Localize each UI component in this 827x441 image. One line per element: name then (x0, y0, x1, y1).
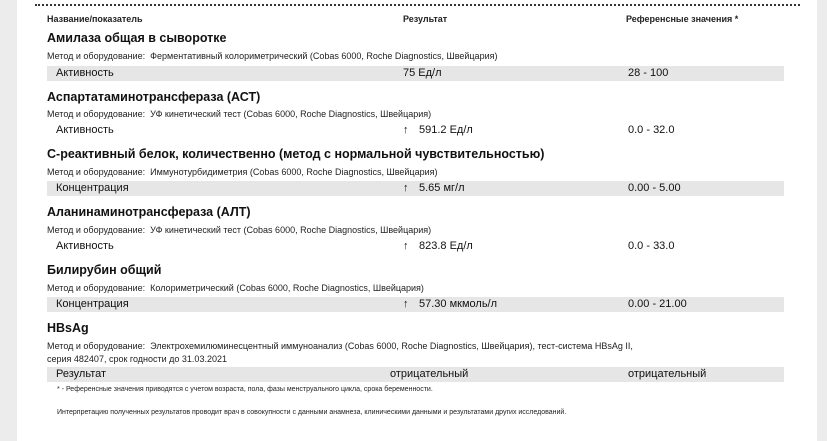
reference-range: 0.0 - 32.0 (628, 124, 675, 136)
arrow-up-icon: ↑ (403, 240, 409, 252)
column-header-result: Результат (403, 14, 448, 24)
result-label: Концентрация (56, 298, 129, 310)
reference-range: отрицательный (628, 368, 707, 380)
test-method-amylase: Метод и оборудование: Ферментативный колориметрический (Cobas 6000, Roche Diagnostics, Швейцария) (47, 51, 498, 61)
result-row-amylase (47, 66, 784, 81)
column-header-name: Название/показатель (47, 14, 143, 24)
result-row-hbsag (47, 367, 784, 382)
reference-range: 0.0 - 33.0 (628, 240, 675, 252)
test-method-hbsag-line2: серия 482407, срок годности до 31.03.2021 (47, 354, 227, 364)
result-label: Результат (56, 368, 107, 380)
report-page (17, 0, 817, 441)
result-label: Активность (56, 240, 114, 252)
result-label: Активность (56, 67, 114, 79)
test-method-ast: Метод и оборудование: УФ кинетический тест (Cobas 6000, Roche Diagnostics, Швейцария) (47, 109, 432, 119)
test-method-hbsag: Метод и оборудование: Электрохемилюминесцентный иммуноанализ (Cobas 6000, Roche Diagnostics, Швейцария), тест-система HBsAg II, (47, 341, 633, 351)
result-value: отрицательный (390, 368, 469, 380)
test-method-bilirubin: Метод и оборудование: Колориметрический (Cobas 6000, Roche Diagnostics, Швейцария) (47, 283, 424, 293)
footnote-interpretation: Интерпретацию полученных результатов проводит врач в совокупности с данными анамнеза, клиническими данными и результатами других исследований. (57, 409, 567, 416)
result-value: 591.2 Ед/л (419, 124, 473, 136)
column-header-reference: Референсные значения * (626, 14, 739, 24)
arrow-up-icon: ↑ (403, 124, 409, 136)
reference-range: 0.00 - 5.00 (628, 182, 681, 194)
test-title-amylase: Амилаза общая в сыворотке (47, 31, 227, 45)
test-title-alt: Аланинаминотрансфераза (АЛТ) (47, 205, 251, 219)
test-title-ast: Аспартатаминотрансфераза (АСТ) (47, 90, 261, 104)
result-value: 5.65 мг/л (419, 182, 465, 194)
test-title-hbsag: HBsAg (47, 321, 89, 335)
result-label: Активность (56, 124, 114, 136)
result-label: Концентрация (56, 182, 129, 194)
footnote-reference: * - Референсные значения приводятся с учетом возраста, пола, фазы менструального цикла, срока беременности. (57, 386, 433, 393)
test-title-crp: С-реактивный белок, количественно (метод с нормальной чувствительностью) (47, 147, 545, 161)
result-row-alt (47, 239, 784, 254)
test-method-alt: Метод и оборудование: УФ кинетический тест (Cobas 6000, Roche Diagnostics, Швейцария) (47, 225, 432, 235)
reference-range: 0.00 - 21.00 (628, 298, 687, 310)
result-value: 823.8 Ед/л (419, 240, 473, 252)
test-method-crp: Метод и оборудование: Иммунотурбидиметрия (Cobas 6000, Roche Diagnostics, Швейцария) (47, 167, 438, 177)
reference-range: 28 - 100 (628, 67, 669, 79)
result-value: 57.30 мкмоль/л (419, 298, 498, 310)
arrow-up-icon: ↑ (403, 298, 409, 310)
result-value: 75 Ед/л (403, 67, 442, 79)
result-row-bilirubin (47, 297, 784, 312)
top-divider (35, 4, 800, 6)
arrow-up-icon: ↑ (403, 182, 409, 194)
result-row-ast (47, 123, 784, 138)
result-row-crp (47, 181, 784, 196)
test-title-bilirubin: Билирубин общий (47, 263, 162, 277)
